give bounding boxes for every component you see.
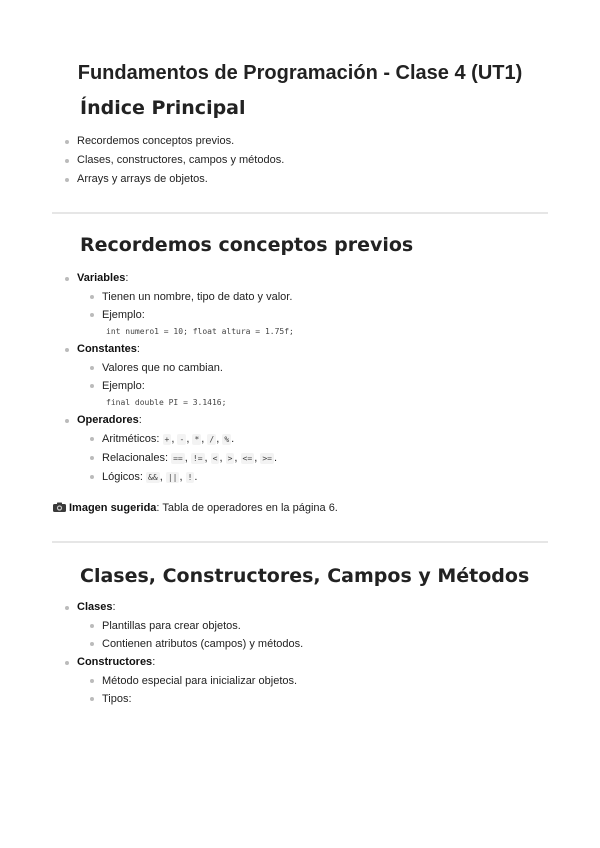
example-label: Ejemplo: [102, 380, 145, 392]
section2-heading: Clases, Constructores, Campos y Métodos [80, 565, 530, 587]
code-example: int numero1 = 10; float altura = 1.75f; [106, 327, 294, 336]
document-title: Fundamentos de Programación - Clase 4 (UT1) [77, 62, 523, 84]
section-divider [52, 541, 548, 543]
operator: < [212, 454, 218, 463]
operator: - [179, 435, 185, 444]
list-item: Método especial para inicializar objetos. [85, 672, 303, 690]
concepts-list [60, 269, 294, 487]
note-text: Tabla de operadores en la página 6. [162, 502, 338, 514]
classes-list [60, 598, 303, 708]
operator: > [227, 454, 233, 463]
section-divider [52, 212, 548, 214]
operator: % [224, 435, 230, 444]
suggested-image-note: Imagen sugerida: Tabla de operadores en la página 6. [53, 502, 338, 514]
note-label: Imagen sugerida [69, 502, 157, 514]
list-item: Tienen un nombre, tipo de dato y valor. [85, 288, 294, 306]
operator: != [192, 454, 203, 463]
example-label: Ejemplo: [102, 309, 145, 321]
list-item: Valores que no cambian. [85, 359, 294, 377]
relational-label: Relacionales: [102, 452, 169, 464]
list-item: Contienen atributos (campos) y métodos. [85, 635, 303, 653]
index-item: Recordemos conceptos previos. [60, 132, 284, 151]
index-item: Arrays y arrays de objetos. [60, 170, 284, 189]
camera-icon [53, 502, 66, 512]
index-item: Clases, constructores, campos y métodos. [60, 151, 284, 170]
operator: <= [242, 454, 253, 463]
list-item [85, 306, 294, 340]
constants-item: Constantes: Valores que no cambian. Ejemplo: final double PI = 3.1416; [60, 340, 294, 411]
relational-operators: Relacionales: == , != , < , > , <= , >= . [85, 449, 294, 468]
arithmetic-operators: Aritméticos: + , - , * , / , % . [85, 430, 294, 449]
operator: * [194, 435, 200, 444]
classes-item: Clases: Plantillas para crear objetos. Contienen atributos (campos) y métodos. [60, 598, 303, 653]
code-example: final double PI = 3.1416; [106, 398, 227, 407]
section1-heading: Recordemos conceptos previos [80, 234, 414, 256]
operators-item: Operadores: Aritméticos: + , - , * , / , % . Relacionales: == , != , < , > , <= , >= . Lógicos: && , || , ! . [60, 411, 294, 487]
constructors-label: Constructores [77, 656, 153, 668]
index-heading: Índice Principal [80, 97, 246, 119]
list-item [85, 377, 294, 411]
operators-label: Operadores [77, 414, 139, 426]
logical-operators: Lógicos: && , || , ! . [85, 468, 294, 487]
variables-item: Variables: Tienen un nombre, tipo de dato y valor. Ejemplo: int numero1 = 10; float altura = 1.75f; [60, 269, 294, 340]
index-list [60, 132, 284, 189]
logical-label: Lógicos: [102, 471, 143, 483]
operator: / [209, 435, 215, 444]
operator: || [167, 473, 178, 482]
classes-label: Clases [77, 601, 113, 613]
variables-label: Variables [77, 272, 126, 284]
operator: >= [262, 454, 272, 463]
operator: == [173, 454, 183, 463]
arithmetic-label: Aritméticos: [102, 433, 160, 445]
operator: && [148, 473, 158, 482]
operator: + [164, 435, 170, 444]
constants-label: Constantes [77, 343, 137, 355]
constructors-item: Constructores: Método especial para inicializar objetos. Tipos: [60, 653, 303, 708]
operator: ! [187, 473, 193, 482]
list-item: Tipos: [85, 690, 303, 708]
list-item: Plantillas para crear objetos. [85, 617, 303, 635]
